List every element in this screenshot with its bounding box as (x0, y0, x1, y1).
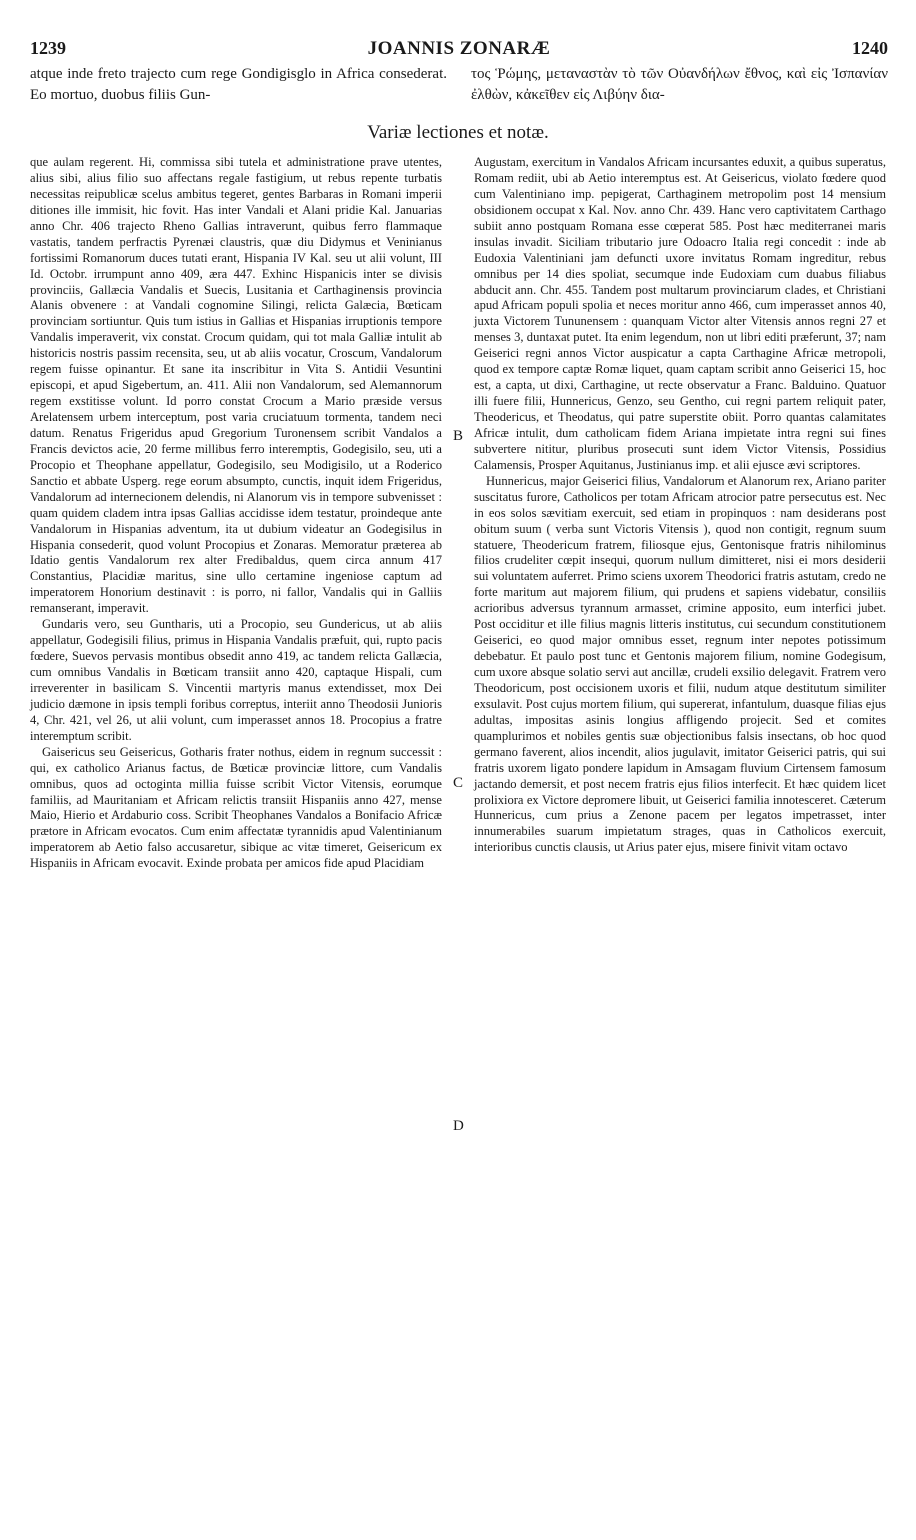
note-paragraph: Augustam, exercitum in Vandalos Africam incursantes eduxit, a quibus superatus, Romam rediit, ubi ab Aetio interemptus est. At Geisericus, violato fœdere quod cum Valentiniano imp. pepigerat, Carthaginem metropolim post 14 mensium obsidionem occupat x Kal. Nov. anno Chr. 439. Hanc vero captivitatem Carthago subiit anno postquam Romana esse cœperat 585. Post hæc mediterranei maris insulas invadit. Siciliam tributario jure Odoacro Italia regi concedit : inde ab Eudoxia Valentiniani jam defuncti uxore invitatus Romam ingreditur, rebus omnibus per 14 dies spoliat, secumque inde Eudoxiam cum duabus filiabus abducit ann. Chr. 455. Tandem post multarum provinciarum clades, et Christiani apud Africam populi spolia et neces moritur anno 466, cum imperasset annos 40, juxta Victorem Tununensem : quanquam Victor alter Vitensis annos regni 27 et menses 3, duntaxat putet. Ita enim legendum, non ut libri editi præferunt, 37; nam Geiserici regni annos Victor auspicatur a capta Carthagine Africæ metropoli, quod ex tempore captæ Romæ liquet, quam captam scribit anno Geiserici 15, hoc est, a capta, ut dixi, Carthagine, ut recte observatur a Franc. Balduino. Quatuor illi fuere filii, Hunnericus, Genzo, seu Gentho, cui regni partem reliquit pater, Theodericus, et Theodatus, qui patre superstite obiit. Porro quantas calamitates Africæ intulit, dum catholicam fidem Ariana impietate intra regni sui fines subvertere nititur, pluribus prosecuti sunt idem Victor Vitensis, Possidius Calamensis, Prosper Aquitanus, Justinianus imp. et alii ejusce ævi scriptores. (474, 155, 886, 472)
running-title: JOANNIS ZONARÆ (367, 38, 551, 59)
running-head (30, 38, 888, 64)
margin-marker-c: C (453, 775, 464, 791)
notes-right-column (474, 155, 886, 856)
left-column-number: 1239 (30, 38, 66, 58)
notes-left-column (30, 155, 442, 872)
margin-marker-b: B (453, 428, 464, 444)
notes-heading: Variæ lectiones et notæ. (367, 122, 549, 143)
latin-text-column (30, 64, 447, 106)
latin-text: atque inde freto trajecto cum rege Gondigisglo in Africa consederat. Eo mortuo, duobus filiis Gun- (30, 66, 447, 103)
right-column-number: 1240 (852, 38, 888, 58)
note-paragraph: que aulam regerent. Hi, commissa sibi tutela et administratione prave utentes, alius sibi, alius filio suo affectans regale fastigium, ut rebus repente turbatis necessitas reipublicæ scelus ambitus tegeret, gentes Barbaras in Romani imperii ditiones ille immisit, hic fovit. Has inter Vandali et Alani pridie Kal. Januarias anno Chr. 406 trajecto Rheno Gallias intraverunt, quibus ferro flammaque vastatis, tandem perfractis Pyrenæi claustris, quæ diu Didymus et Veninianus fortissimi Romanorum duces tutati erant, Hispania IV Kal. seu ut alii volunt, III Id. Octobr. irrumpunt anno 409, æra 447. Exhinc Hispanicis inter se divisis provinciis, Gallæcia Vandalis et Suecis, Lusitania et Carthaginensis provincia Alanis obvenere : at Vandali cognomine Silingi, relicta Galæcia, Bœticam provinciam sortiuntur. Quis tum istius in Gallias et Hispanias irruptionis tempore Vandalis imperaverit, vix constat. Crocum quidam, qui tot mala Galliæ intulit ab historicis nostris passim recensita, seu, ut ab aliis vocatur, Croscum, Vandalorum regem fuisse opinantur. Et sane ita inscribitur in Vita S. Antidii Vesuntini episcopi, et apud Sigebertum, an. 411. Alii non Vandalorum, sed Alemannorum regem exstitisse volunt. Id porro constat Crocum a Mario præside versus Arelatensem urbem interceptum, post varia cruciatuum tormenta, tandem neci datum. Renatus Frigeridus apud Gregorium Turonensem scribit Vandalos a Francis devictos acie, 20 ferme millibus ferro interemptis, Godegisilo, seu, uti a Procopio et Theophane appellatur, Godegisilo, seu Modigisilo, ut a Roderico Sanctio et abbate Usperg. rege eorum absumpto, cunctis, inquit idem Frigeridus, Vandalorum ad internecionem delendis, ni Alanorum vis in tempore subvenisset : quam quidem cladem intra ipsas Gallias accidisse idem testatur, proindeque ante Vandalorum in Hispanias adventum, ita ut dubium videatur an Godegisilus in Hispania consederit, quod volunt Procopius et Zonaras. Memoratur præterea ab Idatio gentis Vandalorum rex alter Fredibaldus, quem circa annum 417 Constantius, Placidiæ maritus, sine ullo certamine ingeniose captum ad imperatorem Honorium destinavit : is porro, ni fallor, Vandalis qui in Galliis remanserant, imperavit. (30, 155, 442, 616)
note-paragraph: Gaisericus seu Geisericus, Gotharis frater nothus, eidem in regnum successit : qui, ex catholico Arianus factus, de Bœticæ provinciæ littore, cum Vandalis omnibus, quos ad octoginta millia fuisse scribit Victor Vitensis, eorumque familiis, ad Mauritaniam et Africam relictis transiit Hispaniis anno 427, mense Maio, Hierio et Ardaburio coss. Scribit Theophanes Vandalos a Bonifacio Africæ prætore in Africam evocatos. Cum enim affectatæ tyrannidis apud Valentinianum imperatorem ab Aetio falso accusaretur, sibique ac vitæ timeret, Geisericum ex Hispaniis in Africam evocavit. Exinde probata per amicos fide apud Placidiam (30, 744, 442, 871)
notes-section (30, 155, 890, 1530)
greek-text-column (471, 64, 888, 106)
note-paragraph: Gundaris vero, seu Guntharis, uti a Procopio, seu Gundericus, ut ab aliis appellatur, Godegisili filius, primus in Hispania Vandalis præfuit, qui, rupto pacis fœdere, Suevos pervasis montibus obsedit anno 419, ac tandem relicta Gallæcia, cum omnibus Vandalis in Bœticam transiit anno 420, captaque Hispali, cum irreverenter in basilicam S. Vincentii martyris manus extendisset, mox Dei judicio dæmone in ipsis templi foribus correptus, interiit anno Theodosii Junioris 4, Chr. 421, vel 26, ut alii volunt, cum imperasset annos 18. Procopius a fratre interemptum scribit. (30, 617, 442, 743)
greek-text: τος Ῥώμης, μεταναστὰν τὸ τῶν Οὐανδήλων ἔθνος, καὶ εἰς Ἰσπανίαν ἐλθὼν, κἀκεῖθεν εἰς Λιβύην δια- (471, 66, 888, 103)
main-text (30, 64, 888, 106)
note-paragraph: Hunnericus, major Geiserici filius, Vandalorum et Alanorum rex, Ariano pariter suscitatus furore, Catholicos per totam Africam atrocior patre persecutus est. Nec in eos solos sævitiam exercuit, sed etiam in propinquos : nam desiderans post obitum suum ( verba sunt Victoris Vitensis ), quod non contigit, regnum suum statuere, Theodericum fratrem, filiosque ejus, Gentonisque fratris nihilominus filios crudeliter cœpit insequi, quorum nullum dimitteret, nisi ei mors desiderii sui voluntatem auferret. Primo sciens uxorem Theodorici fratris astutam, credo ne forte maritum aut majorem filium, qui prudens et sapiens videbatur, consiliis acrioribus adversus tyrannum armasset, crimine apposito, eum interfici jubet. Post occiditur et ille filius magnis litteris institutus, cui secundum constitutionem Geiserici, eo quod major omnibus esset, regnum inter nepotes potissimum debebatur. Et paulo post tunc et Gentonis majorem filium, nomine Godegisum, cum uxore absque solatio servi aut ancillæ, crudeli exsilio delegavit. Fratrem vero Theodoricum, post occisionem uxoris et filii, nudum atque destitutum similiter exsulavit. Post cujus mortem filium, qui supererat, infantulum, duasque filias ejus adultas, impositas asinis longius affligendo projecit. Sed et comites quamplurimos et nobiles gentis suæ objectionibus falsis insectans, ob hoc quod germano faverent, alios incendit, alios jugulavit, imitator Geiserici patris, qui sui fratris uxorem ligato pondere lapidum in Amsagam fluvium Cirtensem famosum jactando demersit, et post necem fratris ejus filios interfecit. Et hæc quidem licet prolixiora ex Victore depromere libuit, ut Geiserici familia innotesceret. Cæterum Hunnericus, cum prius a Zenone pacem per legatos impetrasset, inter innumerabiles suarum impietatum strages, quas in Catholicos exercuit, interioribus cunctis clausis, ut Arius pater ejus, misere finivit vitam octavo (474, 473, 886, 855)
margin-marker-d: D (453, 1118, 464, 1134)
